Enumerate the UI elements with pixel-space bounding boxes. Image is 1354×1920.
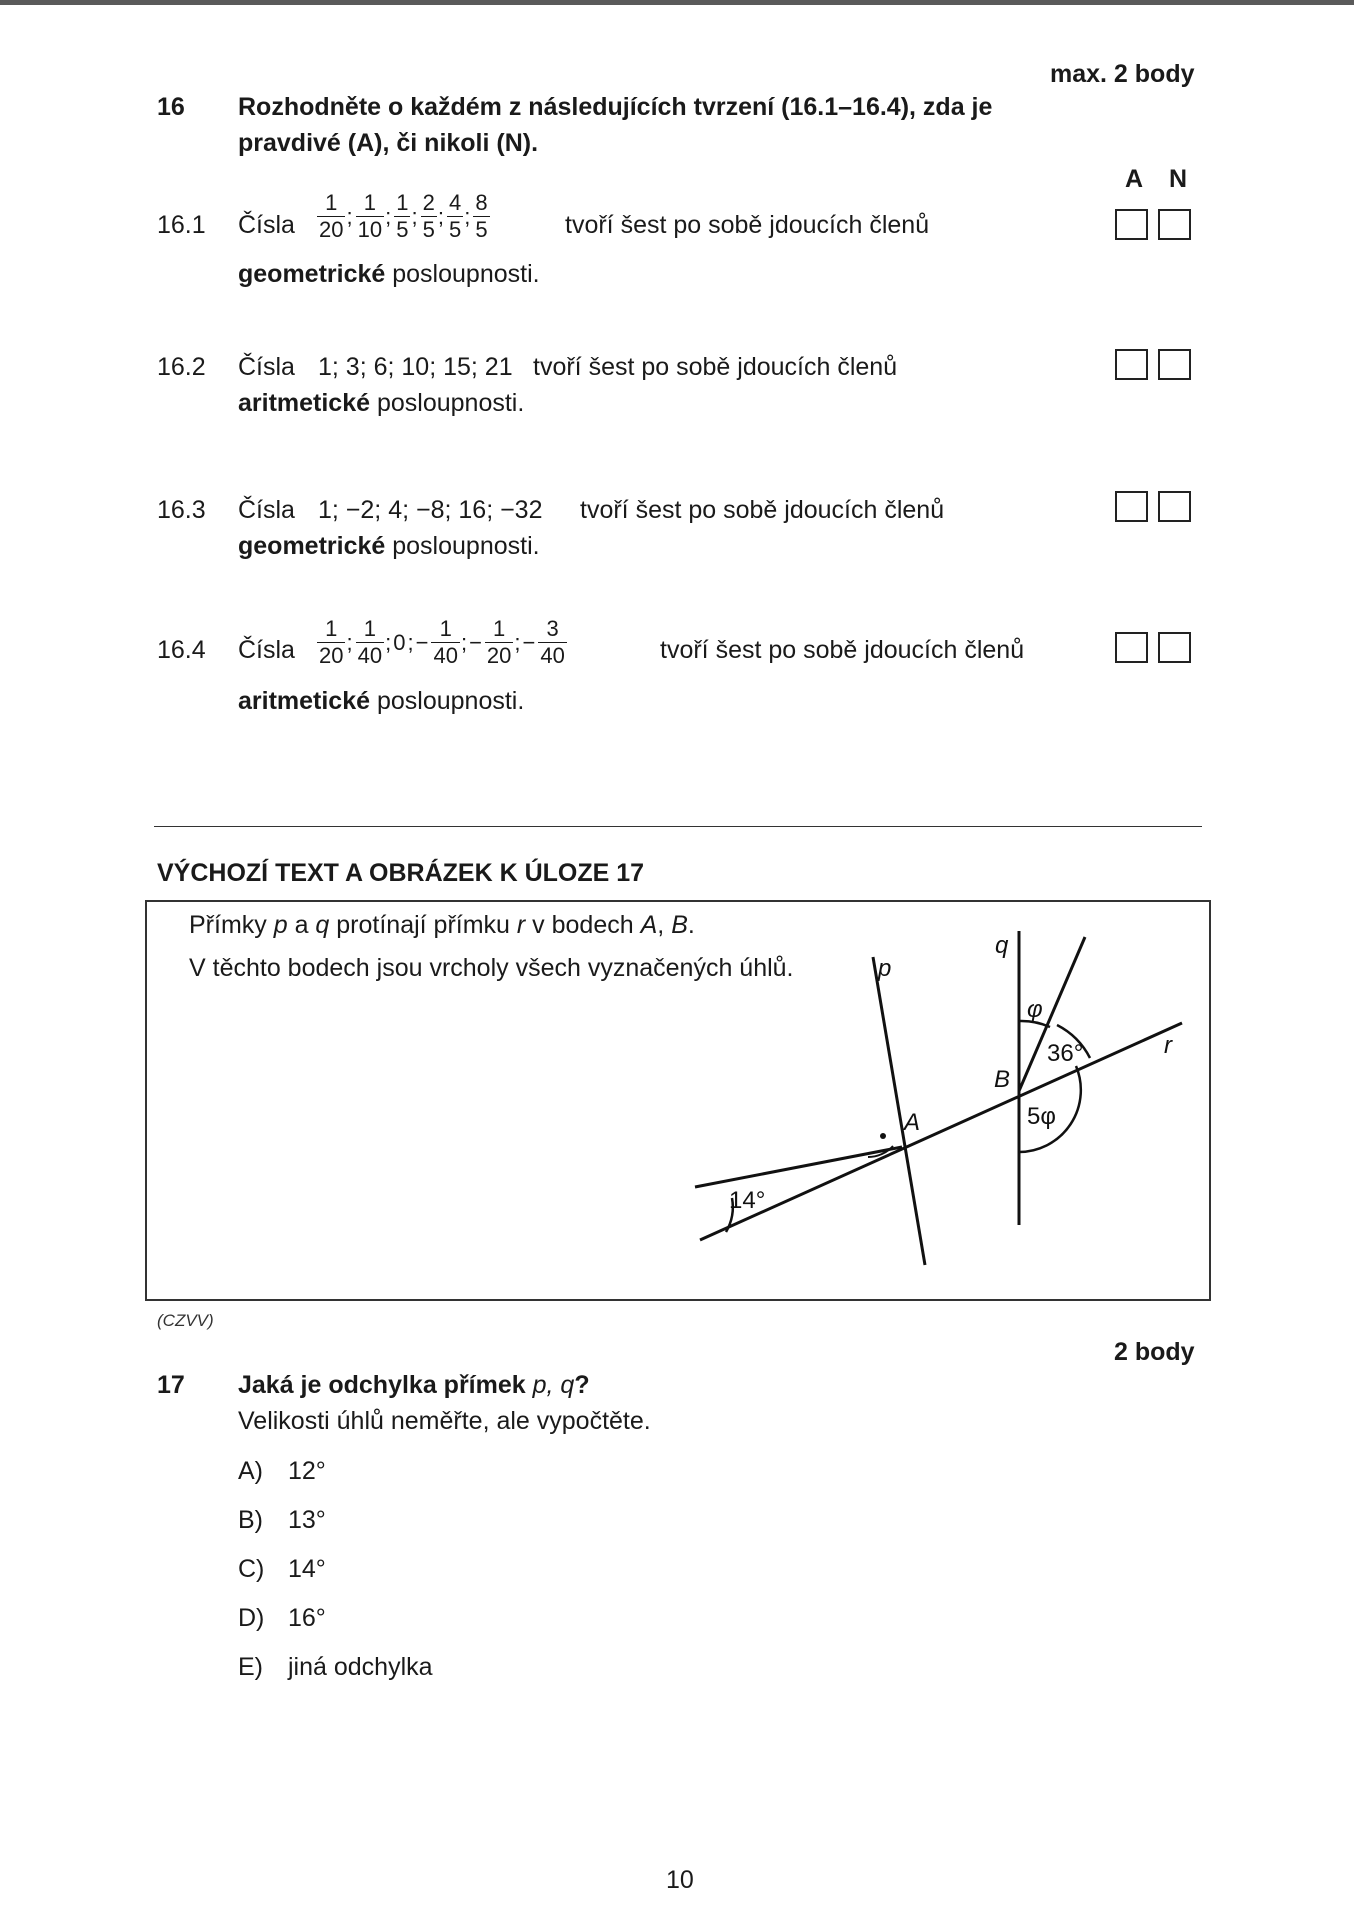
fraction-denominator: 5	[448, 217, 462, 242]
separator: ;	[385, 203, 392, 229]
q16-number: 16	[157, 93, 185, 121]
line-r	[700, 1023, 1182, 1240]
separator: ;	[411, 203, 418, 229]
option-e[interactable]: E) jiná odchylka	[238, 1653, 433, 1681]
number-value: 0	[393, 629, 406, 655]
separator: ;	[407, 629, 414, 655]
item-16-1-kind: geometrické	[238, 260, 386, 288]
fraction-numerator: 1	[439, 616, 452, 641]
option-a[interactable]: A) 12°	[238, 1457, 326, 1485]
fraction-numerator: 1	[396, 190, 409, 215]
q17-question: Jaká je odchylka přímek p, q?	[238, 1371, 590, 1399]
intro17-line2: V těchto bodech jsou vrcholy všech vyznačených úhlů.	[189, 954, 794, 982]
source-credit: (CZVV)	[157, 1311, 214, 1330]
fraction-numerator: 1	[325, 616, 338, 641]
label-phi: φ	[1027, 996, 1043, 1023]
label-36: 36°	[1047, 1040, 1084, 1067]
column-a-label: A	[1125, 165, 1144, 193]
fraction-denominator: 40	[433, 643, 458, 668]
item-16-1-cisla: Čísla	[238, 211, 295, 239]
q17-subtext: Velikosti úhlů neměřte, ale vypočtěte.	[238, 1407, 651, 1435]
item-16-1-tail: tvoří šest po sobě jdoucích členů	[565, 211, 930, 239]
label-b: B	[994, 1066, 1011, 1093]
fraction-numerator: 1	[325, 190, 338, 215]
q17-number: 17	[157, 1371, 185, 1399]
minus-sign: −	[522, 629, 536, 655]
item-16-2-id: 16.2	[157, 353, 206, 381]
fraction-numerator: 1	[363, 190, 376, 215]
separator: ;	[460, 629, 468, 655]
option-c[interactable]: C) 14°	[238, 1555, 326, 1583]
item-16-3-end: posloupnosti.	[392, 532, 540, 560]
item-16-3-cisla: Čísla	[238, 496, 295, 524]
item-16-4-tail: tvoří šest po sobě jdoucích členů	[660, 636, 1025, 664]
fraction-denominator: 40	[357, 643, 383, 668]
item-16-3-sequence: 1; −2; 4; −8; 16; −32	[318, 496, 543, 524]
item-16-2-tail: tvoří šest po sobě jdoucích členů	[533, 353, 898, 381]
label-14: 14°	[729, 1187, 766, 1214]
item-16-2-sequence: 1; 3; 6; 10; 15; 21	[318, 353, 513, 381]
fraction-denominator: 20	[319, 217, 344, 242]
separator: ;	[385, 629, 392, 655]
fraction-denominator: 10	[357, 217, 383, 242]
separator: ;	[437, 203, 444, 229]
right-angle-dot	[880, 1133, 886, 1139]
label-5phi: 5φ	[1027, 1103, 1056, 1130]
separator: ;	[514, 629, 521, 655]
intro17-line1: Přímky p a q protínají přímku r v bodech A, B.	[189, 911, 695, 939]
line-through-a	[695, 1147, 902, 1187]
fraction-numerator: 1	[363, 616, 376, 641]
column-n-label: N	[1169, 165, 1188, 193]
fraction-denominator: 20	[319, 643, 344, 668]
item-16-3-tail: tvoří šest po sobě jdoucích členů	[580, 496, 945, 524]
separator: ;	[346, 629, 353, 655]
fraction-numerator: 1	[493, 616, 506, 641]
label-q: q	[995, 932, 1009, 959]
page-number: 10	[666, 1866, 694, 1894]
separator: ;	[464, 203, 471, 229]
item-16-3-id: 16.3	[157, 496, 206, 524]
label-a: A	[904, 1109, 921, 1136]
item-16-1-id: 16.1	[157, 211, 206, 239]
fraction-denominator: 5	[422, 217, 435, 242]
option-d[interactable]: D) 16°	[238, 1604, 326, 1632]
q16-prompt-line1: Rozhodněte o každém z následujících tvrzení (16.1–16.4), zda je	[238, 93, 993, 121]
label-r: r	[1164, 1032, 1172, 1059]
item-16-2-end: posloupnosti.	[376, 389, 525, 417]
fraction-denominator: 40	[540, 643, 565, 668]
fraction-numerator: 3	[546, 616, 559, 641]
fraction-denominator: 20	[486, 643, 512, 668]
fraction-numerator: 2	[422, 190, 435, 215]
q17-points: 2 body	[1114, 1338, 1195, 1366]
fraction-numerator: 8	[475, 190, 488, 215]
minus-sign: −	[469, 629, 482, 655]
fraction-numerator: 4	[448, 190, 462, 215]
item-16-4-id: 16.4	[157, 636, 206, 664]
q16-points: max. 2 body	[1050, 60, 1195, 88]
minus-sign: −	[415, 629, 429, 655]
intro17-heading: VÝCHOZÍ TEXT A OBRÁZEK K ÚLOZE 17	[157, 859, 645, 887]
fraction-denominator: 5	[396, 217, 409, 242]
label-p: p	[878, 955, 892, 982]
fraction-denominator: 5	[475, 217, 488, 242]
item-16-4-cisla: Čísla	[238, 636, 295, 664]
item-16-1-end: posloupnosti.	[392, 260, 540, 288]
item-16-3-kind: geometrické	[238, 532, 386, 560]
item-16-2-cisla: Čísla	[238, 353, 295, 381]
option-b[interactable]: B) 13°	[238, 1506, 326, 1534]
item-16-2-kind: aritmetické	[238, 389, 371, 417]
separator: ;	[346, 203, 353, 229]
q16-prompt-line2: pravdivé (A), či nikoli (N).	[238, 129, 539, 157]
item-16-4-kind: aritmetické	[238, 687, 371, 715]
item-16-4-end: posloupnosti.	[376, 687, 525, 715]
